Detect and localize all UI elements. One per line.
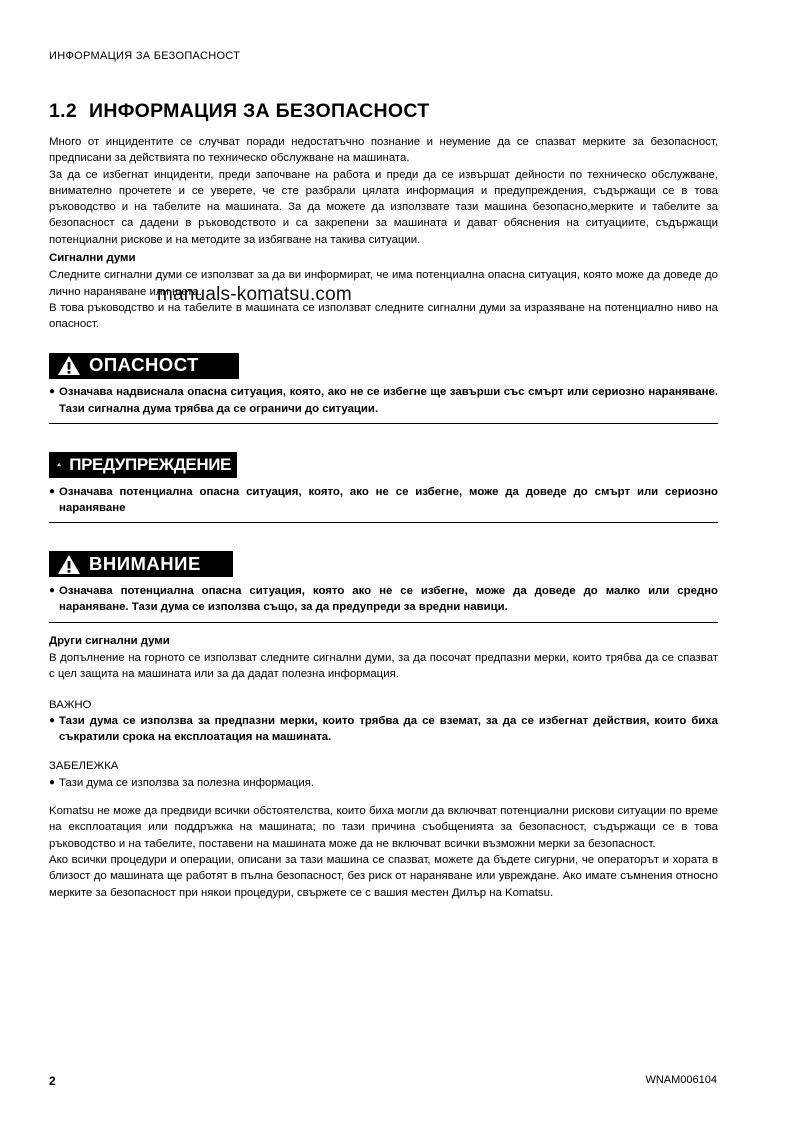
bullet-dot-icon: ● [49,714,56,726]
warning-triangle-icon [57,554,81,575]
warning-triangle-icon [57,355,81,376]
important-description [49,713,718,746]
signal-words-paragraph-2: В това ръководство и на табелите в машината се използват следните сигнални думи за изразяване на потенциално ниво на опасност. [49,301,718,331]
danger-text: Означава надвиснала опасна ситуация, която, ако не се избегне ще завърши със смърт или сериозно нараняване. Тази сигнална дума трябва да се ограничи до ситуации. [59,386,718,415]
watermark: manuals-komatsu.com [157,284,352,305]
caution-block [49,551,718,622]
other-signal-words-text: В допълнение на горното се използват следните сигнални думи, за да посочат предпазни мерки, които трябва да се спазват с цел защита на машината или за да дадат полезна информация. [49,652,718,681]
danger-description [49,384,718,417]
warning-description [49,484,718,517]
warning-triangle-icon [57,454,61,475]
closing-paragraph-1: Komatsu не може да предвиди всички обстоятелства, които биха могли да включват потенциални рискови ситуации по време на експлоатация или поддръжка на машината; по тази причина съобщенията за безопасност, съдържащи се в това ръководство и на табелите, поставени на машината може да не включват всички възможни мерки за безопасност. [49,805,718,850]
signal-words-heading: Сигнални думи [49,252,136,265]
running-header: ИНФОРМАЦИЯ ЗА БЕЗОПАСНОСТ [49,50,241,62]
note-heading: ЗАБЕЛЕЖКА [49,759,119,772]
caution-description [49,583,718,616]
warning-text: Означава потенциална опасна ситуация, която, ако не се избегне, може да доведе до смърт или сериозно нараняване [59,485,718,515]
bullet-dot-icon: ● [49,485,56,497]
caution-label: ВНИМАНИЕ [89,553,201,575]
closing-paragraph-2: Ако всички процедури и операции, описани за тази машина се спазват, можете да бъдете сигурни, че операторът и хората в близост до машината ще работят в пълна безопасност, без риск от нараняване или увреждане. Ако имате съмнения относно мерките за безопасност при някои процедури, свържете се с вашия местен Дилър на Komatsu. [49,854,718,899]
danger-label: ОПАСНОСТ [89,354,199,376]
bullet-dot-icon: ● [49,776,56,788]
section-number: 1.2 [49,100,78,122]
important-heading: ВАЖНО [49,698,92,711]
note-text: Тази дума се използва за полезна информация. [59,776,315,789]
bullet-dot-icon: ● [49,585,56,597]
warning-block [49,452,718,523]
caution-badge [49,551,233,577]
warning-label: ПРЕДУПРЕЖДЕНИЕ [69,454,231,474]
document-code: WNAM006104 [645,1074,717,1086]
other-signal-words-heading: Други сигнални думи [49,634,170,647]
danger-badge [49,353,239,379]
bullet-dot-icon: ● [49,386,56,398]
signal-words-paragraph-1: Следните сигнални думи се използват за да ви информират, че има потенциална опасна ситуация, която може да доведе до лично нараняване или щета. [49,269,718,298]
page-content [49,134,718,901]
note-description [49,775,718,791]
section-title [49,100,430,123]
intro-paragraph-1: Много от инцидентите се случват поради недостатъчно познание и неумение да се спазват мерките за безопасност, предписани за действията по техническо обслужване на машината. [49,136,718,165]
warning-badge [49,452,237,478]
important-text: Тази дума се използва за предпазни мерки, които трябва да се вземат, за да се избегнат действия, които биха съкратили срока на експлоатация на машината. [59,714,718,744]
danger-block [49,353,718,424]
caution-text: Означава потенциална опасна ситуация, която ако не се избегне, може да доведе до малко или средно нараняване. Тази дума се използва също, за да предупреди за вредни навици. [59,585,718,614]
section-title-text: ИНФОРМАЦИЯ ЗА БЕЗОПАСНОСТ [89,100,430,122]
page-number: 2 [49,1074,56,1088]
intro-paragraph-2: За да се избегнат инциденти, преди започване на работа и преди да се извършат дейности по техническо обслужване, внимателно прочетете и се уверете, че сте разбрали цялата информация и предупреждения, съдържащи се в това ръководство и на табелите на машината. За да можете да използвате тази машина безопасно,мерките и табелите за безопасност са дадени в ръководството и са закрепени за машината и дават обяснения на ситуациите, съдържащи потенциални рискове и на методите за избягване на такива ситуации. [49,168,718,246]
